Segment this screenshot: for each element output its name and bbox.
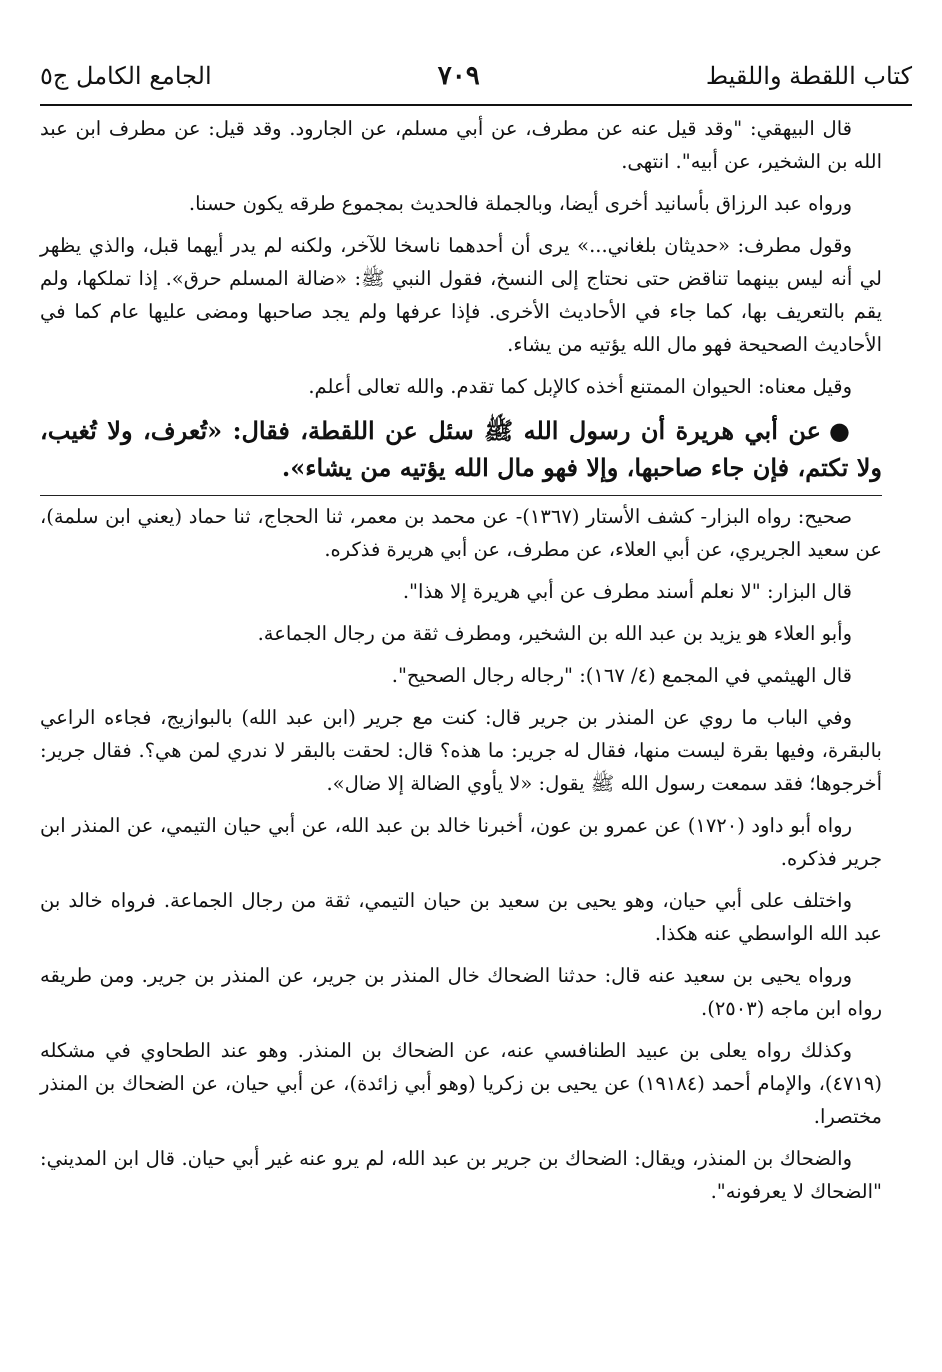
hadith-text <box>40 412 882 486</box>
paragraph-haythami: قال الهيثمي في المجمع (٤/ ١٦٧): "رجاله رجال الصحيح". <box>391 664 852 687</box>
paragraph-dahhak: والضحاك بن المنذر، ويقال: الضحاك بن جرير بن عبد الله، لم يرو عنه غير أبي حيان. قال ابن المديني: "الضحاك لا يعرفونه". <box>40 1147 882 1203</box>
series-title: الجامع الكامل ج٥ <box>40 62 212 90</box>
page-header <box>40 52 912 100</box>
paragraph-abu-dawud: رواه أبو داود (١٧٢٠) عن عمرو بن عون، أخبرنا خالد بن عبد الله، عن أبي حيان التيمي، عن المنذر ابن جرير فذكره. <box>40 814 882 870</box>
bullet-icon: ● <box>828 416 852 445</box>
paragraph-bayhaqi: قال البيهقي: "وقد قيل عنه عن مطرف، عن أبي مسلم، عن الجارود. وقد قيل: عن مطرف ابن عبد الله بن الشخير، عن أبيه". انتهى. <box>40 117 882 173</box>
page-body <box>40 112 882 1332</box>
paragraph-yahya: ورواه يحيى بن سعيد عنه قال: حدثنا الضحاك خال المنذر بن جرير، عن المنذر بن جرير. ومن طريقه رواه ابن ماجه (٢٥٠٣). <box>40 964 882 1020</box>
book-title: كتاب اللقطة واللقيط <box>705 62 912 90</box>
header-rule <box>40 104 912 106</box>
paragraph-ikhtilaf: واختلف على أبي حيان، وهو يحيى بن سعيد بن حيان التيمي، ثقة من رجال الجماعة. فرواه خالد بن عبد الله الواسطي عنه هكذا. <box>40 889 882 945</box>
paragraph-takhrij: صحيح: رواه البزار- كشف الأستار (١٣٦٧)- عن محمد بن معمر، ثنا الحجاج، ثنا حماد (يعني ابن سلمة)، عن سعيد الجريري، عن أبي العلاء، عن مطرف، عن أبي هريرة فذكره. <box>40 495 882 566</box>
paragraph-abul-ala: وأبو العلاء هو يزيد بن عبد الله بن الشخير، ومطرف ثقة من رجال الجماعة. <box>257 622 852 645</box>
paragraph-bazzar: قال البزار: "لا نعلم أسند مطرف عن أبي هريرة إلا هذا". <box>402 580 852 603</box>
paragraph-yala: وكذلك رواه يعلى بن عبيد الطنافسي عنه، عن الضحاك بن المنذر. وهو عند الطحاوي في مشكله (٤٧١٩)، والإمام أحمد (١٩١٨٤) عن يحيى بن زكريا (وهو أبي زائدة)، عن أبي حيان، عن الضحاك بن المنذر مختصرا. <box>40 1039 882 1128</box>
page-number: ٧٠٩ <box>437 61 480 91</box>
paragraph-mutarrif-saying: وقول مطرف: «حديثان بلغاني...» يرى أن أحدهما ناسخا للآخر، ولكنه لم يدر أيهما قبل، والذي يظهر لي أنه ليس بينهما تناقض حتى نحتاج إلى النسخ، فقول النبي ﷺ: «ضالة المسلم حرق». إذا تملكها، ولم يقم بالتعريف بها، كما جاء في الأحاديث الأخرى. فإذا عرفها ولم يجد صاحبها ومضى عليها عام كما في الأحاديث الصحيحة فهو مال الله يؤتيه من يشاء. <box>40 234 882 356</box>
paragraph-abdurrazzaq: ورواه عبد الرزاق بأسانيد أخرى أيضا، وبالجملة فالحديث بمجموع طرقه يكون حسنا. <box>188 192 852 215</box>
paragraph-bab: وفي الباب ما روي عن المنذر بن جرير قال: كنت مع جرير (ابن عبد الله) بالبوازيج، فجاءه الراعي بالبقرة، وفيها بقرة ليست منها، فقال له جرير: ما هذه؟ قال: لحقت بالبقر لا ندري لمن هي؟. فقال جرير: أخرجوها؛ فقد سمعت رسول الله ﷺ يقول: «لا يأوي الضالة إلا ضال». <box>40 706 882 795</box>
hadith-body: عن أبي هريرة أن رسول الله ﷺ سئل عن اللقطة، فقال: «تُعرف، ولا تُغيب، ولا تكتم، فإن جاء صاحبها، وإلا فهو مال الله يؤتيه من يشاء». <box>40 416 882 482</box>
paragraph-meaning: وقيل معناه: الحيوان الممتنع أخذه كالإبل كما تقدم. والله تعالى أعلم. <box>308 375 852 398</box>
